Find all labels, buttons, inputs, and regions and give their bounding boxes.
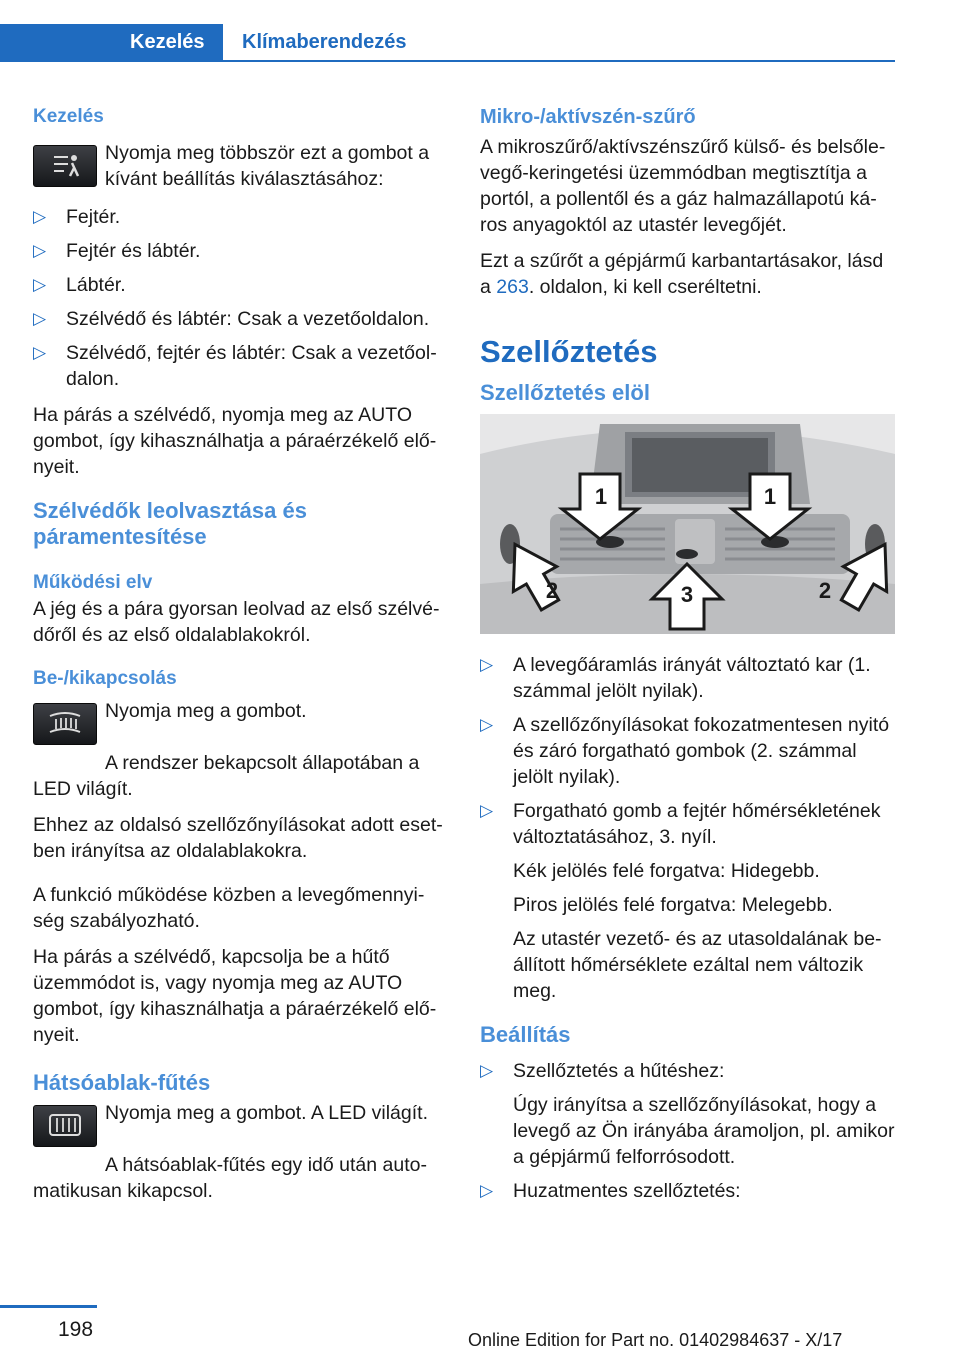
kezeles-text: Nyomja meg többször ezt a gombot a kívánt beállítás kiválasztásához:	[105, 142, 430, 190]
page-link-263[interactable]: 263	[496, 276, 529, 298]
section-title-bekikapcs: Be-/kikapcsolás	[33, 668, 177, 689]
list-item: ▷ Huzatmentes szellőztetés:	[480, 1180, 741, 1202]
photo-label-2-right: 2	[818, 578, 832, 603]
mikro-text: A mikroszűrő/aktívszénszűrő külső- és belsőlevegő-keringetési üzemmódban megtisztítja a portól, a pollentől és a gáz halmazállapotú káros anyagoktól az utastér levegőjét.	[480, 136, 886, 236]
sub-text: Az utastér vezető- és az utasoldalának beállított hőmérséklete ezáltal nem változik meg.	[513, 928, 882, 1002]
list-item: ▷ Szellőztetés a hűtéshez: Úgy irányítsa a szellőzőnyílásokat, hogy a levegő az Ön irányába áramoljon, pl. amikor a gépjármű felforrósodott.	[480, 1060, 895, 1168]
rear-defrost-row	[33, 1100, 443, 1152]
air-distribution-button-icon	[33, 145, 97, 187]
section-title-kezeles: Kezelés	[33, 106, 104, 127]
section-title-beallitas: Beállítás	[480, 1022, 571, 1047]
bullet-triangle-icon: ▷	[480, 1061, 494, 1080]
list-item: ▷ Fejtér és lábtér.	[33, 240, 201, 262]
mikro-text2: Ezt a szűrőt a gépjármű karbantartásakor, lásd a 263. oldalon, ki kell cseréltetni.	[480, 250, 884, 298]
header-rule	[0, 60, 895, 62]
hatso-text2: A hátsóablak-fűtés egy idő után automatikusan kikapcsol.	[33, 1154, 427, 1202]
bullet-triangle-icon: ▷	[33, 309, 47, 328]
bullet-triangle-icon: ▷	[480, 801, 494, 820]
hatso-text1: Nyomja meg a gombot. A LED világít.	[105, 1102, 428, 1124]
photo-label-1-right: 1	[763, 484, 777, 509]
bullet-triangle-icon: ▷	[480, 715, 494, 734]
bullet-triangle-icon: ▷	[33, 207, 47, 226]
list-item: ▷ A szellőzőnyílásokat fokozatmentesen nyitó és záró forgatható gombok (2. számmal jelölt nyilak).	[480, 714, 890, 788]
photo-label-2-left: 2	[545, 578, 559, 603]
footer-rule	[0, 1305, 97, 1308]
sub-text: Úgy irányítsa a szellőzőnyílásokat, hogy a levegő az Ön irányába áramoljon, pl. amikor a gépjármű felforrósodott.	[513, 1094, 895, 1168]
photo-label-3: 3	[680, 582, 694, 607]
list-item: ▷ Fejtér.	[33, 206, 121, 228]
auto-text: Ha párás a szélvédő, nyomja meg az AUTO gombot, így kihasználhatja a páraérzékelő előnyeit.	[33, 404, 437, 478]
dashboard-vents-photo	[480, 414, 895, 634]
bekikapcs-text2: A rendszer bekapcsolt állapotában a LED világít.	[33, 752, 420, 800]
bullet-triangle-icon: ▷	[33, 241, 47, 260]
bullet-triangle-icon: ▷	[33, 275, 47, 294]
tab-klimaberendezes[interactable]: Klímaberendezés	[242, 31, 407, 53]
list-item: ▷ A levegőáramlás irányát változtató kar (1. számmal jelölt nyilak).	[480, 654, 871, 702]
mukodesi-text: A jég és a pára gyorsan leolvad az első szélvédőről és az első oldalablakokról.	[33, 598, 440, 646]
bullet-triangle-icon: ▷	[33, 343, 47, 362]
list-item: ▷ Lábtér.	[33, 274, 126, 296]
bullet-triangle-icon: ▷	[480, 1181, 494, 1200]
air-distribution-list	[33, 204, 443, 392]
sub-text: Piros jelölés felé forgatva: Melegebb.	[513, 894, 833, 916]
sub-text: Kék jelölés felé forgatva: Hidegebb.	[513, 860, 820, 882]
defrost-button-icon	[33, 703, 97, 745]
vent-controls-list	[480, 652, 895, 1004]
rear-defrost-button-icon	[33, 1105, 97, 1147]
left-column	[33, 104, 443, 1214]
header-tabs	[0, 24, 895, 61]
section-title-defrost: Szélvédők leolvasztása és páramentesítése	[33, 498, 307, 549]
bekikapcs-text1: Nyomja meg a gombot.	[105, 700, 307, 722]
right-column	[480, 104, 895, 1214]
section-title-mukodesi: Működési elv	[33, 572, 153, 593]
page-number: 198	[58, 1318, 94, 1341]
section-title-elol: Szellőztetés elöl	[480, 380, 650, 405]
bullet-triangle-icon: ▷	[480, 655, 494, 674]
section-title-mikro: Mikro-/aktívszén-szűrő	[480, 106, 696, 128]
beallitas-list	[480, 1058, 895, 1204]
list-item: ▷ Szélvédő, fejtér és lábtér: Csak a vezetőoldalon.	[33, 342, 437, 390]
hutes-text: Ha párás a szélvédő, kapcsolja be a hűtő üzemmódot is, vagy nyomja meg az AUTO gombot, így kihasználhatja a páraérzékelő előnyeit.	[33, 946, 437, 1046]
tab-kezeles[interactable]: Kezelés	[0, 24, 223, 61]
photo-label-1-left: 1	[594, 484, 608, 509]
section-title-hatso: Hátsóablak-fűtés	[33, 1070, 211, 1095]
defrost-row	[33, 698, 443, 750]
side-vents-text: Ehhez az oldalsó szellőzőnyílásokat adott esetben irányítsa az oldalablakokra.	[33, 814, 443, 862]
funkcio-text: A funkció működése közben a levegőmennyiség szabályozható.	[33, 884, 425, 932]
section-title-szelloztetes: Szellőztetés	[480, 334, 658, 369]
air-distribution-row	[33, 140, 443, 192]
list-item: ▷ Szélvédő és lábtér: Csak a vezetőoldalon.	[33, 308, 430, 330]
list-item: ▷ Forgatható gomb a fejtér hőmérsékletének változtatásához, 3. nyíl. Kék jelölés felé forgatva: Hidegebb. Piros jelölés felé forgatva: Melegebb. Az utastér vezető- és az utasoldalának beállított hőmérséklete ezáltal nem változik meg.	[480, 798, 895, 1004]
edition-text: Online Edition for Part no. 01402984637 - X/17	[468, 1330, 843, 1350]
